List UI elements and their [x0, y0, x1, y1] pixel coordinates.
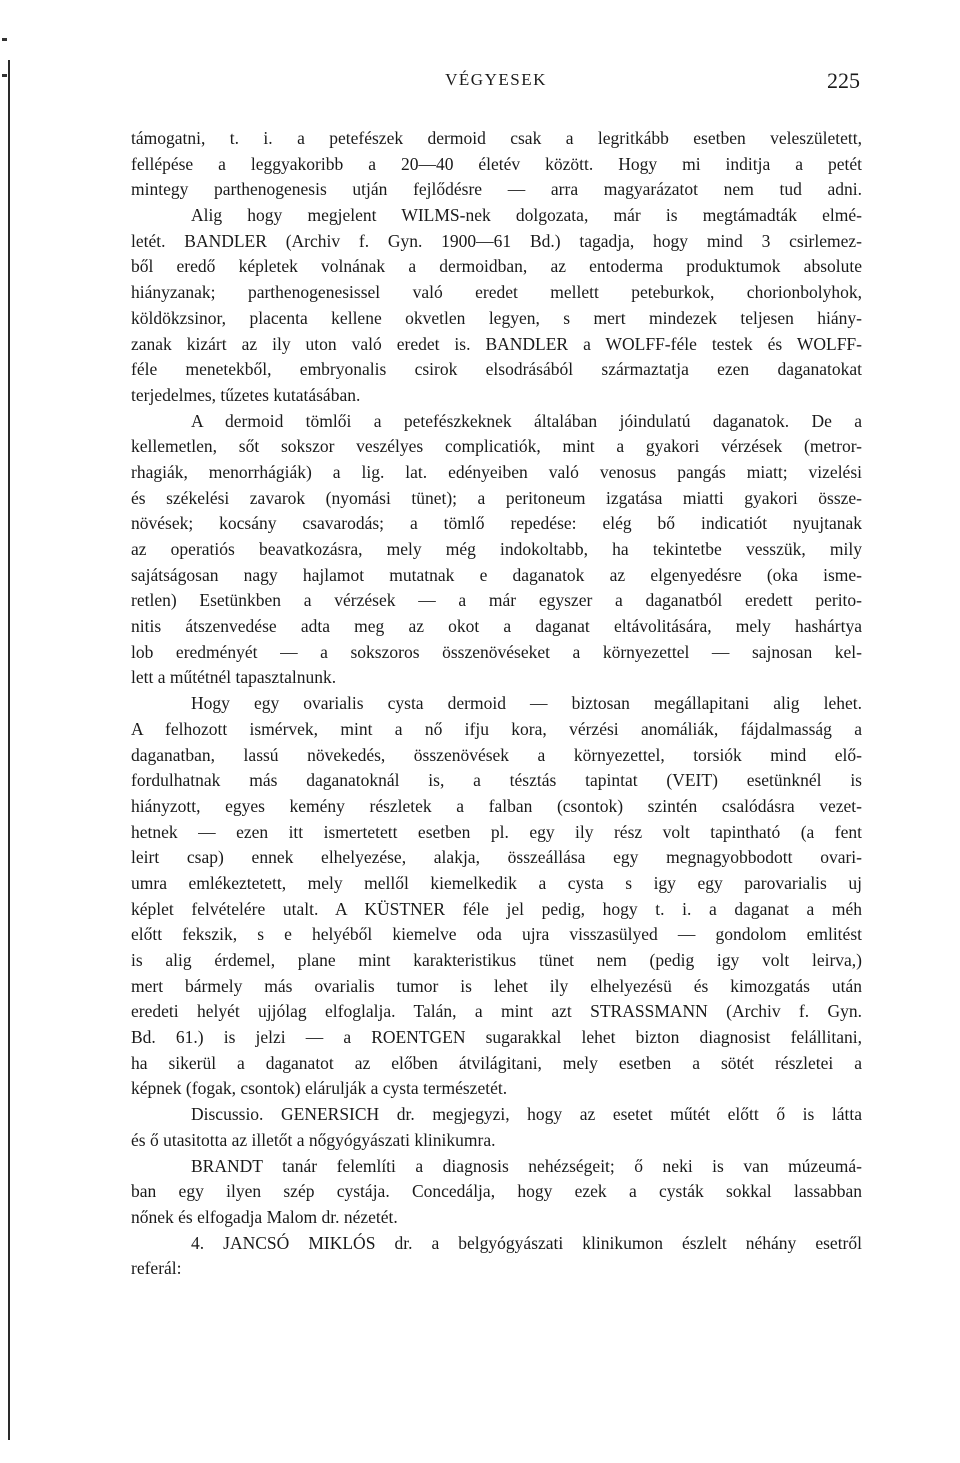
text-line: fellépése a leggyakoribb a 20—40 életév között. Hogy mi inditja a petét — [131, 153, 862, 174]
text-line: sajátságosan nagy hajlamot mutatnak e daganatok az elgenyedésre (oka isme- — [131, 564, 862, 585]
edge-mark — [2, 38, 7, 41]
text-line: növések; kocsány csavarodás; a tömlő repedése: elég bő indicatiót nyujtanak — [131, 513, 862, 534]
text-line: mintegy parthenogenesis utján fejlődésre — arra magyarázatot nem tud adni. — [131, 179, 862, 200]
text-line: támogatni, t. i. a petefészek dermoid csak a legritkább esetben veleszületett, — [131, 128, 862, 148]
text-line: és székelési zavarok (nyomási tünet); a peritoneum izgatása miatti gyakori össze- — [131, 487, 862, 508]
text-line: fordulhatnak más daganatoknál is, a tésztás tapintat (VEIT) esetünknél is — [131, 770, 862, 791]
text-line: Alig hogy megjelent WILMS-nek dolgozata, már is megtámadták elmé- — [191, 205, 862, 226]
page-number: 225 — [827, 68, 860, 93]
text-line: hiányzanak; parthenogenesissel való eredet mellett peteburkok, chorionbolyhok, — [131, 282, 862, 303]
text-line: A felhozott ismérvek, mint a nő ifju kora, vérzési anomáliák, fájdalmasság a — [131, 718, 862, 739]
page-edge-line — [8, 60, 10, 1440]
text-line: lett a műtétnél tapasztalnunk. — [131, 667, 337, 688]
text-line: rhagiák, menorrhágiák) a lig. lat. edényeiben való venosus pangás miatt; vizelési — [131, 461, 862, 482]
text-line: daganatban, lassú növekedés, összenövések a környezettel, torsiók mind elő- — [131, 744, 862, 765]
edge-mark — [2, 74, 7, 77]
text-line: köldökzsinor, placenta kellene okvetlen legyen, s mert mindezek teljesen hiány- — [131, 307, 862, 328]
text-line: 4. JANCSÓ MIKLÓS dr. a belgyógyászati klinikumon észlelt néhány esetről — [191, 1232, 862, 1253]
text-line: lob eredményét — a sokszoros összenövéseket a környezettel — sajnosan kel- — [131, 641, 862, 662]
text-line: ből eredő képletek volnának a dermoidban, az entoderma produktumok absolute — [131, 256, 862, 277]
text-line: Bd. 61.) is jelzi — a ROENTGEN sugarakkal lehet bizton diagnosist felállitani, — [131, 1027, 862, 1048]
text-line: képnek (fogak, csontok) elárulják a cysta természetét. — [131, 1078, 508, 1099]
text-line: zanak kizárt az ily uton való eredet is. BANDLER a WOLFF-féle testek és WOLFF- — [131, 333, 862, 354]
text-line: nitis átszenvedése adta meg az okot a daganat eltávolitására, mely hashártya — [131, 616, 862, 637]
text-line: is alig érdemel, plane mint karakteristikus tünet nem (pedig igy volt leirva,) — [131, 950, 862, 970]
running-title: VÉGYESEK — [445, 70, 547, 89]
text-line: retlen) Esetünkben a vérzések — a már egyszer a daganatból eredett perito- — [131, 590, 862, 611]
text-line: az operatiós beavatkozásra, mely még indokoltabb, ha tekintetbe vesszük, mily — [131, 539, 862, 559]
text-line: eredeti helyét ujjólag elfoglalja. Talán, a mint azt STRASSMANN (Archiv f. Gyn. — [131, 1001, 862, 1022]
text-line: terjedelmes, tűzetes kutatásában. — [131, 384, 361, 405]
text-line: letét. BANDLER (Archiv f. Gyn. 1900—61 Bd.) tagadja, hogy mind 3 csirlemez- — [131, 230, 862, 251]
text-line: mert bármely más ovarialis tumor is lehet ily elhelyezésü és kimozgatás után — [131, 975, 862, 996]
text-line: hetnek — ezen itt ismertetett esetben pl. egy ily rész volt tapintható (a fent — [131, 821, 862, 842]
text-line: és ő utasitotta az illetőt a nőgyógyászati klinikumra. — [131, 1129, 496, 1150]
text-line: umra emlékeztetett, mely mellől kiemelkedik a cysta s igy egy parovarialis uj — [131, 872, 862, 893]
running-head — [130, 70, 862, 98]
text-line: előtt fekszik, s e helyéből kiemelve oda ujra visszasülyed — gondolom emlitést — [131, 924, 862, 945]
text-line: BRANDT tanár felemlíti a diagnosis nehézségeit; ő neki is van múzeumá- — [191, 1155, 862, 1176]
text-line: leirt csap) ennek elhelyezése, alakja, összeállása egy megnagyobbodott ovari- — [131, 847, 862, 868]
text-line: ban egy ilyen szép cystája. Concedálja, hogy ezek a cysták sokkal lassabban — [131, 1181, 862, 1202]
text-line: referál: — [131, 1258, 182, 1279]
text-line: kellemetlen, sőt sokszor veszélyes complicatiók, mint a gyakori vérzések (metror- — [131, 436, 862, 457]
text-line: A dermoid tömlői a petefészkeknek általában jóindulatú daganatok. De a — [191, 410, 862, 431]
text-line: nőnek és elfogadja Malom dr. nézetét. — [131, 1206, 398, 1227]
body-text — [131, 126, 862, 1282]
text-line: Discussio. GENERSICH dr. megjegyzi, hogy az esetet műtét előtt ő is látta — [191, 1104, 862, 1125]
text-line: féle menetekből, embryonalis csirok elsodrásából származtatja ezen daganatokat — [131, 359, 862, 380]
text-line: képlet felvételére utalt. A KÜSTNER féle jel pedig, hogy t. i. a daganat a méh — [131, 898, 862, 919]
text-line: Hogy egy ovarialis cysta dermoid — biztosan megállapitani alig lehet. — [191, 693, 862, 714]
text-line: hiányzott, egyes kemény részletek a falban (csontok) szintén csalódásra vezet- — [131, 795, 862, 816]
text-line: ha sikerül a daganatot az előben átvilágitani, mely esetben a sötét részletei a — [131, 1052, 862, 1073]
